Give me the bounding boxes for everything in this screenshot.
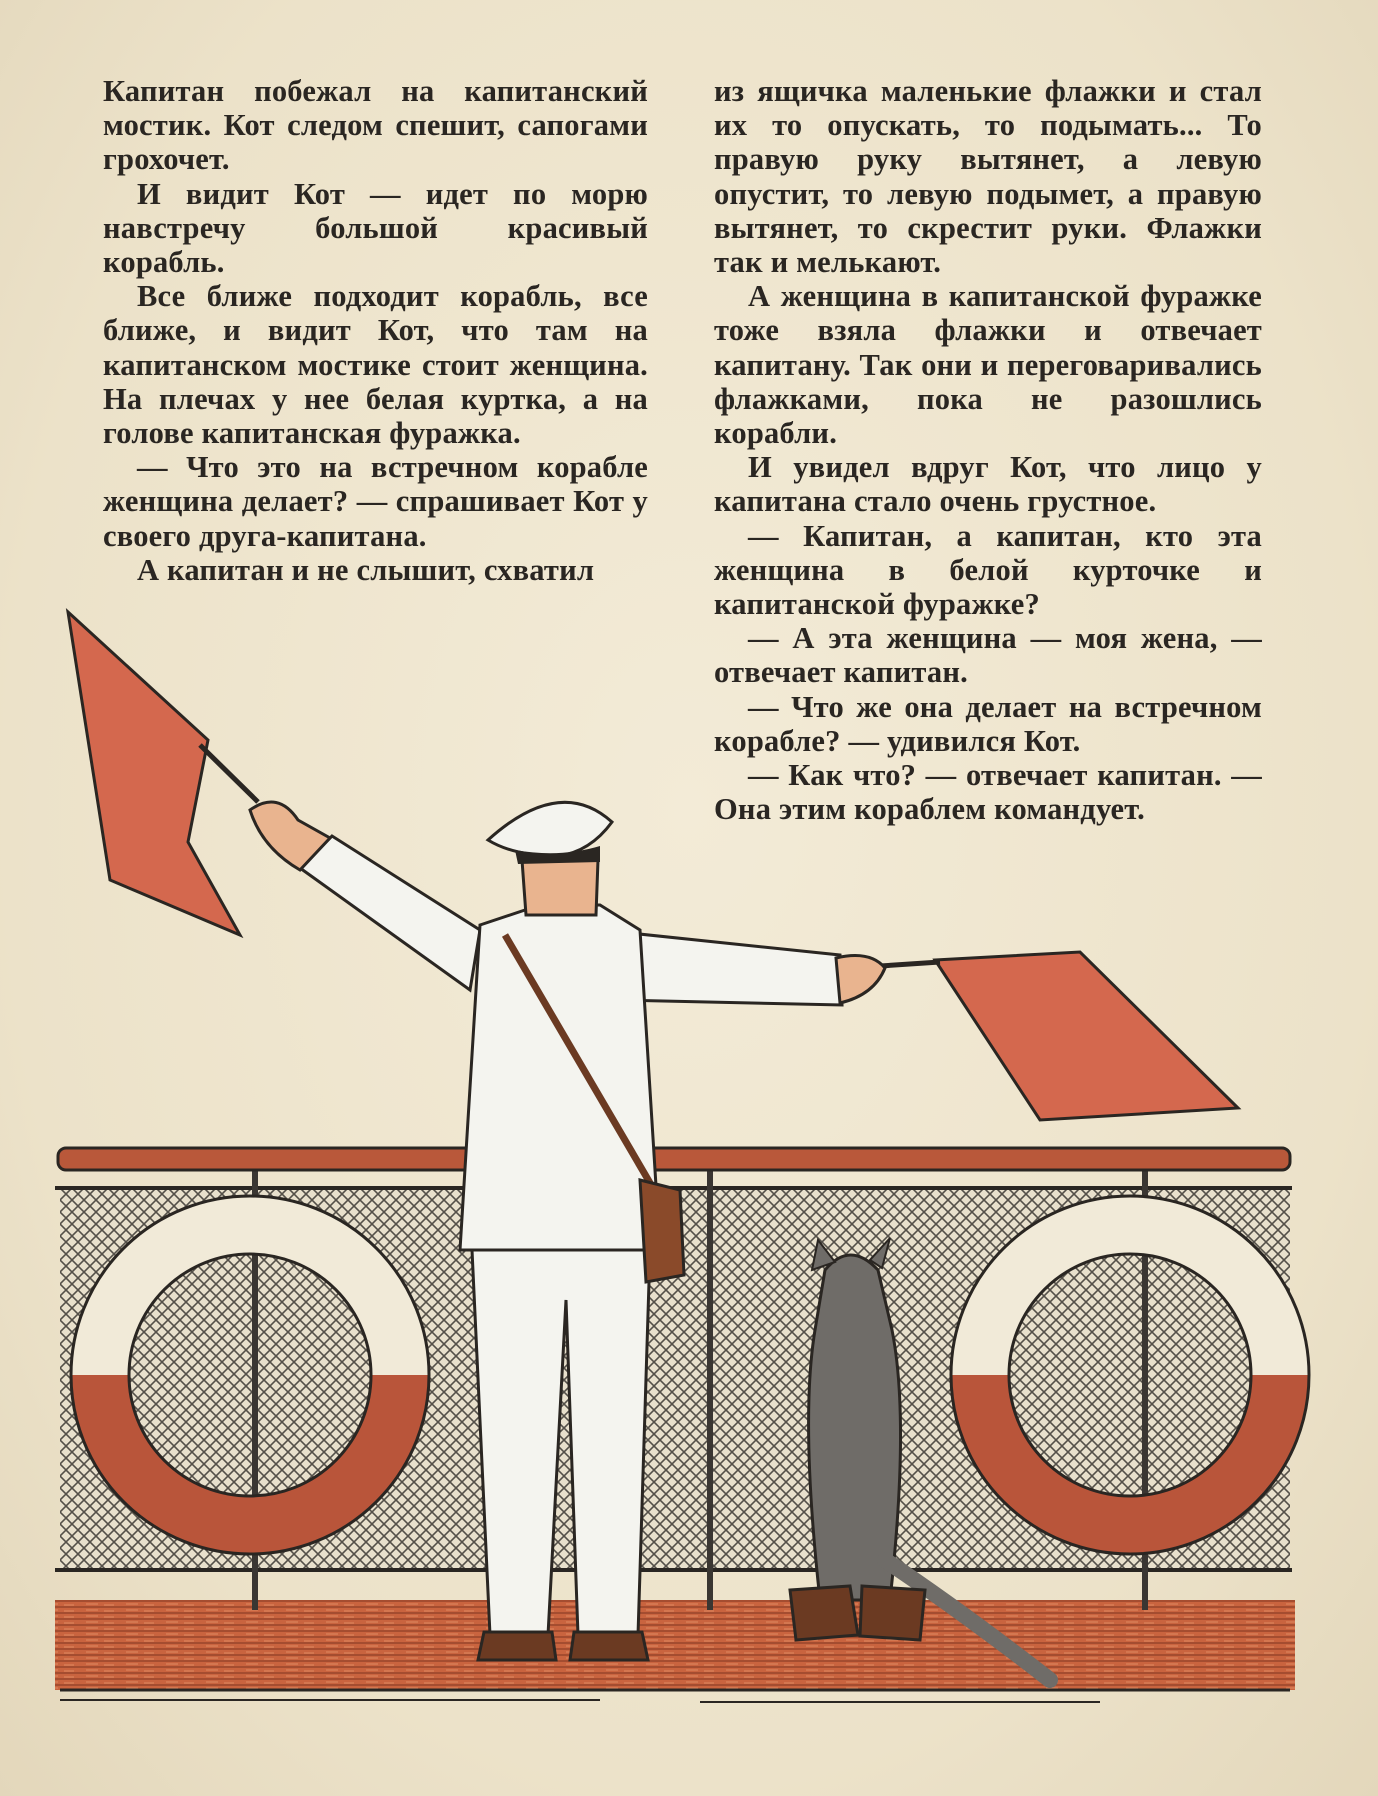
paragraph: Все ближе подходит корабль, все ближе, и видит Кот, что там на капитанском мостике стоит женщина. На плечах у нее белая куртка, а на голове капитанская фуражка.	[103, 279, 648, 451]
paragraph: из ящичка маленькие флажки и стал их то опускать, то подымать... То правую руку вытянет, а левую опустит, то левую подымет, а правую вытянет, то скрестит руки. Флажки так и мелькают.	[714, 74, 1262, 280]
paragraph: — Капитан, а капитан, кто эта женщина в белой курточке и капитанской фуражке?	[714, 518, 1262, 622]
signal-flag-right	[880, 952, 1238, 1120]
paragraph: А женщина в капитанской фуражке тоже взяла флажки и отвечает капитану. Так они и переговаривались флажками, пока не разошлись корабли.	[714, 279, 1262, 451]
paragraph: — Что же она делает на встречном корабле? — удивился Кот.	[714, 689, 1262, 758]
paragraph: — А эта женщина — моя жена, — отвечает капитан.	[714, 621, 1262, 690]
signal-flag-left	[68, 612, 258, 935]
paragraph: А капитан и не слышит, схватил	[137, 552, 595, 587]
paragraph: — Как что? — отвечает капитан. — Она этим кораблем командует.	[714, 758, 1262, 827]
top-rail	[58, 1148, 1290, 1170]
paragraph: И видит Кот — идет по морю навстречу большой красивый корабль.	[103, 176, 648, 280]
paragraph: Капитан побежал на капитанский мостик. Кот следом спешит, сапогами грохочет.	[103, 74, 648, 177]
deck	[55, 1600, 1295, 1702]
paragraph: — Что это на встречном корабле женщина делает? — спрашивает Кот у своего друга-капитана.	[103, 450, 648, 553]
paragraph: И увидел вдруг Кот, что лицо у капитана стало очень грустное.	[714, 450, 1262, 519]
